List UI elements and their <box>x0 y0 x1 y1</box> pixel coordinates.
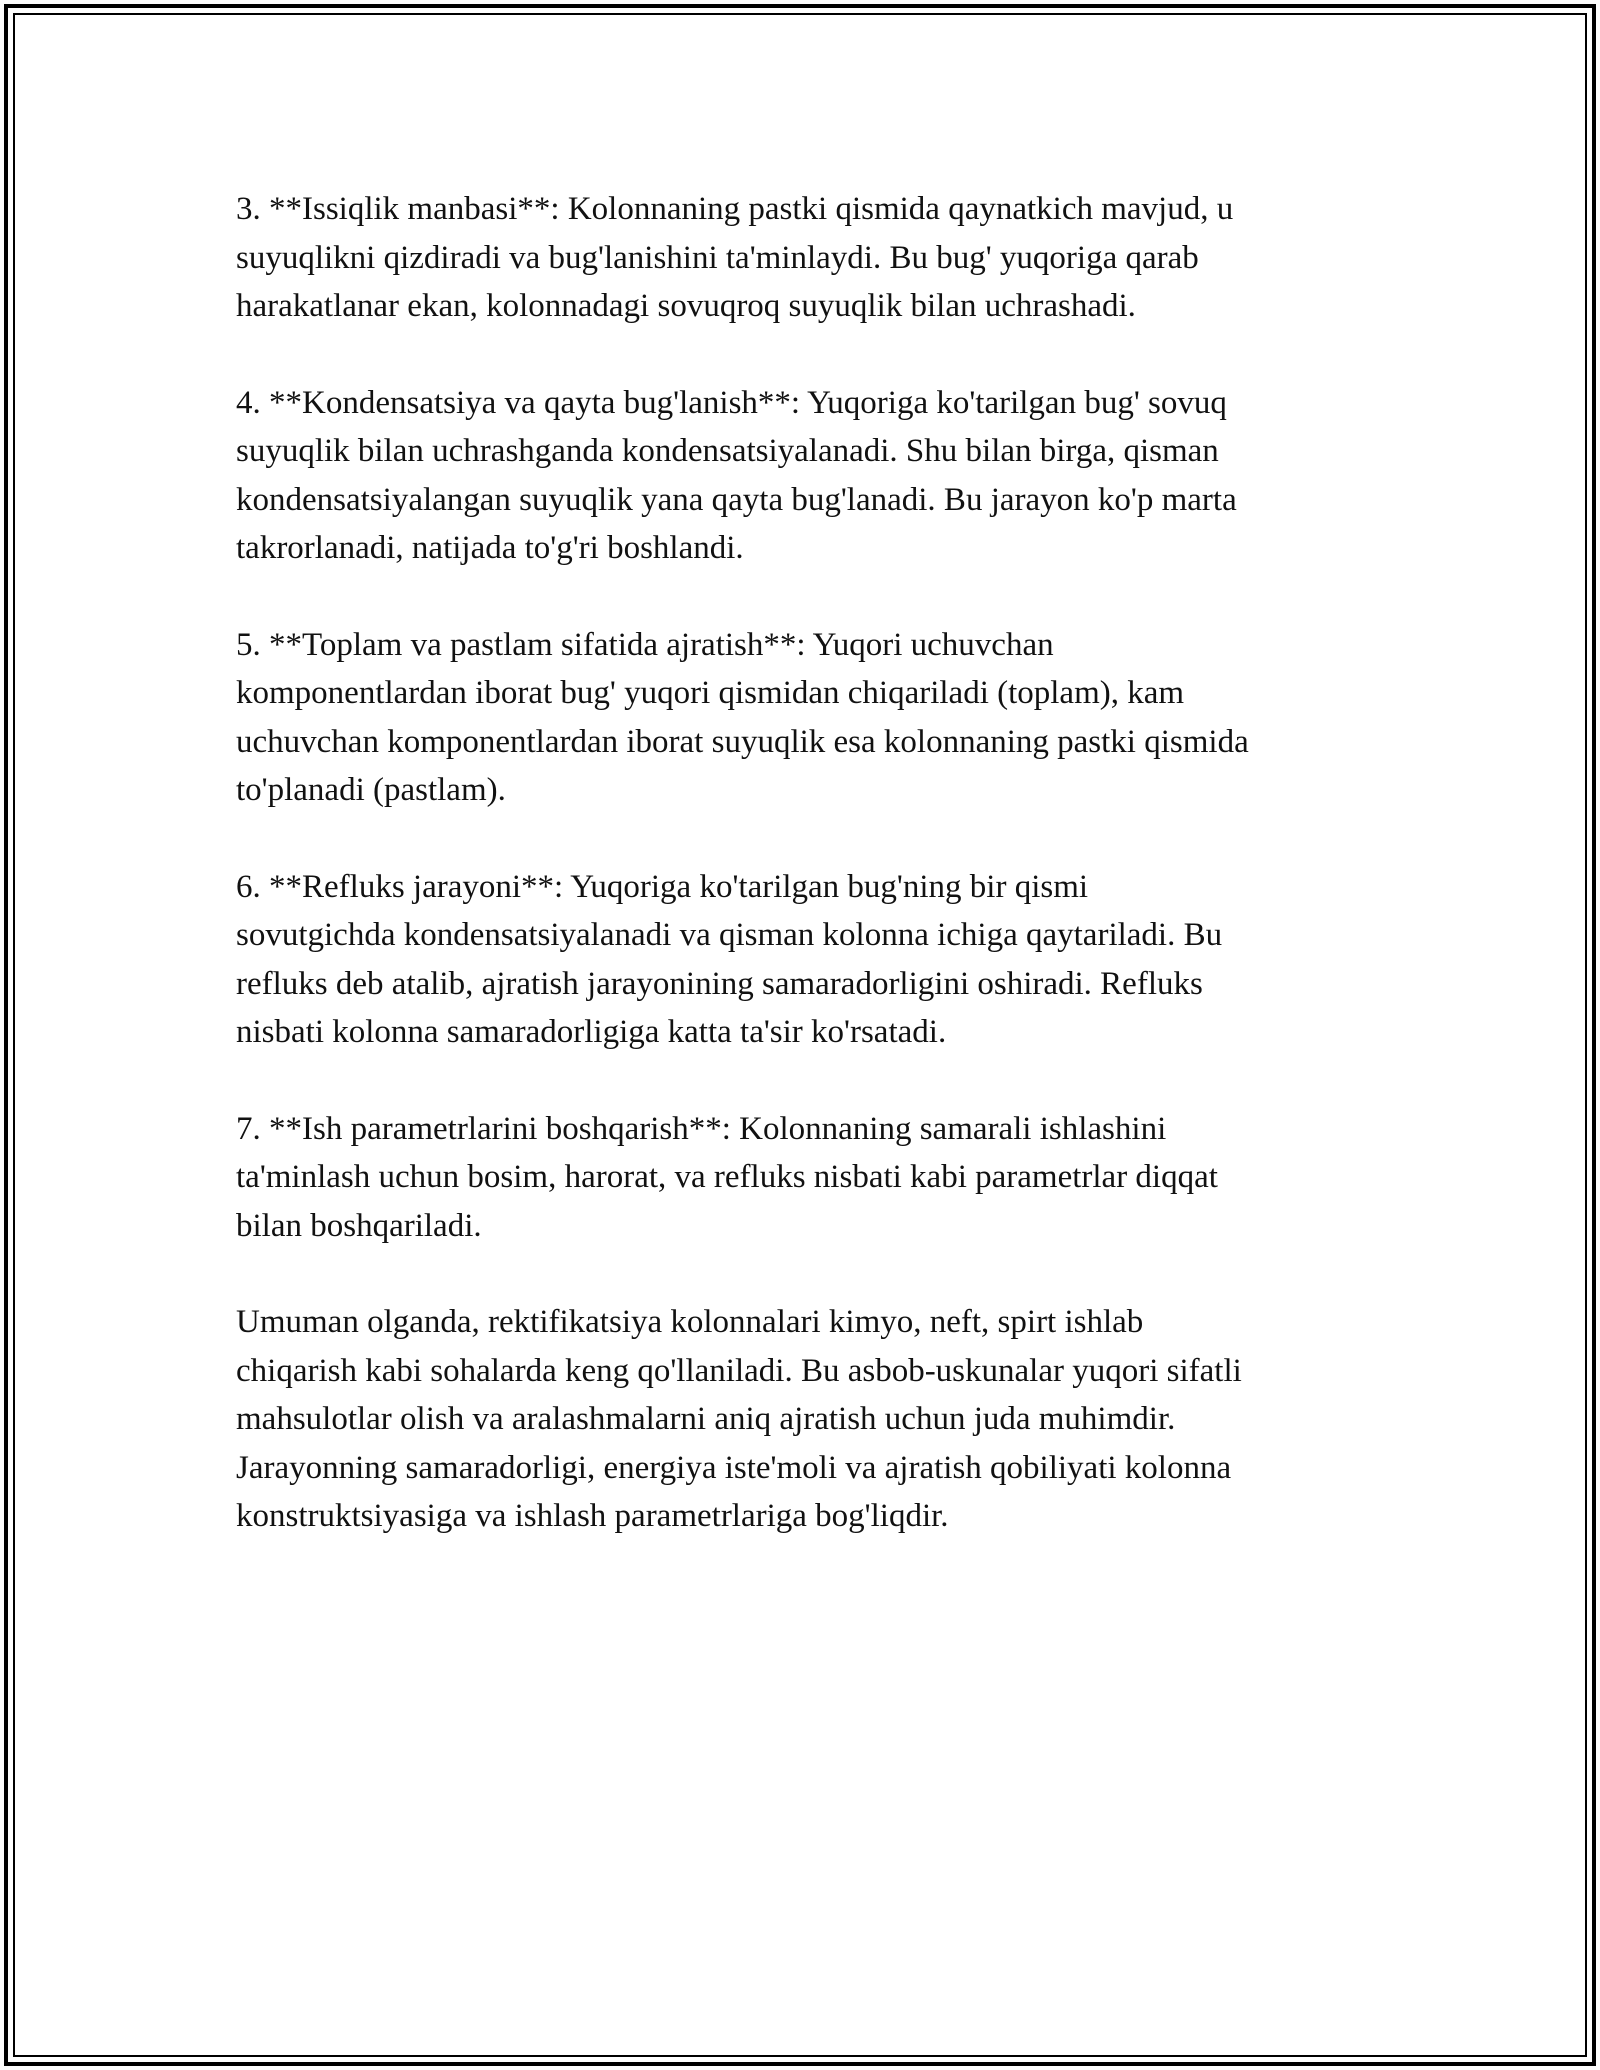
text-line: harakatlanar ekan, kolonnadagi sovuqroq suyuqlik bilan uchrashadi. <box>236 288 1136 324</box>
text-line: 7. **Ish parametrlarini boshqarish**: Kolonnaning samarali ishlashini <box>236 1110 1167 1147</box>
text-line: bilan boshqariladi. <box>236 1207 482 1244</box>
text-line: suyuqlikni qizdiradi va bug'lanishini ta'minlaydi. Bu bug' yuqoriga qarab <box>236 239 1199 276</box>
text-line: chiqarish kabi sohalarda keng qo'llaniladi. Bu asbob-uskunalar yuqori sifatli <box>236 1352 1242 1389</box>
paragraph-ish-parametrlari <box>236 1105 1366 1251</box>
text-line: mahsulotlar olish va aralashmalarni aniq ajratish uchun juda muhimdir. <box>236 1401 1176 1437</box>
text-line: refluks deb atalib, ajratish jarayonining samaradorligini oshiradi. Refluks <box>236 965 1203 1002</box>
text-line: sovutgichda kondensatsiyalanadi va qisman kolonna ichiga qaytariladi. Bu <box>236 917 1223 953</box>
text-line: ta'minlash uchun bosim, harorat, va refluks nisbati kabi parametrlar diqqat <box>236 1159 1218 1195</box>
text-line: Umuman olganda, rektifikatsiya kolonnalari kimyo, neft, spirt ishlab <box>236 1304 1144 1340</box>
text-line: uchuvchan komponentlardan iborat suyuqlik esa kolonnaning pastki qismida <box>236 723 1249 760</box>
paragraph-toplam-pastlam <box>236 621 1366 815</box>
text-line: komponentlardan iborat bug' yuqori qismidan chiqariladi (toplam), kam <box>236 675 1185 711</box>
paragraph-conclusion <box>236 1298 1366 1541</box>
paragraph-issiqlik-manbasi <box>236 185 1366 331</box>
text-line: kondensatsiyalangan suyuqlik yana qayta bug'lanadi. Bu jarayon ko'p marta <box>236 481 1237 518</box>
text-line: to'planadi (pastlam). <box>236 772 506 808</box>
text-line: 5. **Toplam va pastlam sifatida ajratish**: Yuqori uchuvchan <box>236 626 1054 663</box>
text-line: takrorlanadi, natijada to'g'ri boshlandi. <box>236 530 744 566</box>
text-line: 4. **Kondensatsiya va qayta bug'lanish**: Yuqoriga ko'tarilgan bug' sovuq <box>236 384 1227 421</box>
text-line: nisbati kolonna samaradorligiga katta ta'sir ko'rsatadi. <box>236 1014 947 1050</box>
paragraph-kondensatsiya <box>236 379 1366 573</box>
text-line: suyuqlik bilan uchrashganda kondensatsiyalanadi. Shu bilan birga, qisman <box>236 433 1219 469</box>
text-line: 3. **Issiqlik manbasi**: Kolonnaning pastki qismida qaynatkich mavjud, u <box>236 191 1234 227</box>
document-body <box>236 185 1366 1541</box>
paragraph-refluks <box>236 863 1366 1057</box>
text-line: Jarayonning samaradorligi, energiya iste'moli va ajratish qobiliyati kolonna <box>236 1449 1232 1486</box>
text-line: konstruktsiyasiga va ishlash parametrlariga bog'liqdir. <box>236 1498 949 1534</box>
text-line: 6. **Refluks jarayoni**: Yuqoriga ko'tarilgan bug'ning bir qismi <box>236 868 1089 905</box>
